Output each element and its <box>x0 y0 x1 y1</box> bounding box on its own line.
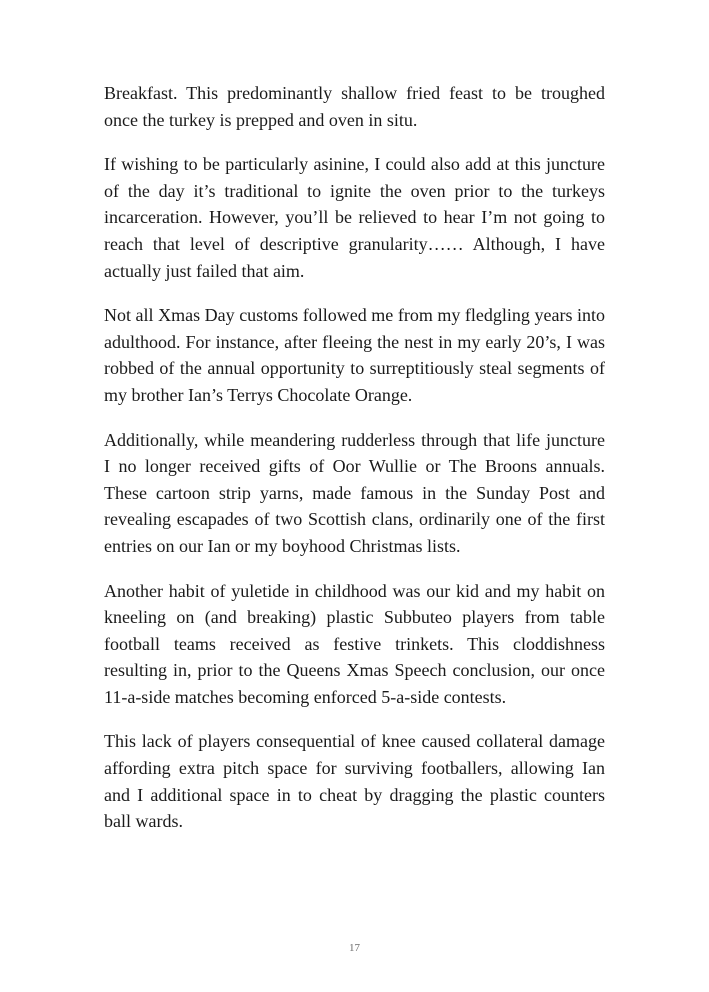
paragraph-subbuteo: Another habit of yuletide in childhood was our kid and my habit on kneeling on (and breaking) plastic Subbuteo players from table football teams received as festive trinkets. This cloddishness resulting in, prior to the Queens Xmas Speech conclusion, our once 11-a-side matches becoming enforced 5-a-side contests. <box>104 580 605 707</box>
paragraph-annuals: Additionally, while meandering rudderless through that life juncture I no longer received gifts of Oor Wullie or The Broons annuals. These cartoon strip yarns, made famous in the Sunday Post and revealing escapades of two Scottish clans, ordinarily one of the first entries on our Ian or my boyhood Christmas lists. <box>104 429 605 556</box>
paragraph-breakfast: Breakfast. This predominantly shallow fried feast to be troughed once the turkey is prepped and oven in situ. <box>104 83 605 130</box>
paragraph-lack-of-players: This lack of players consequential of knee caused collateral damage affording extra pitch space for surviving footballers, allowing Ian and I additional space in to cheat by dragging the plastic counters ball wards. <box>104 731 605 832</box>
paragraph-asinine: If wishing to be particularly asinine, I could also add at this juncture of the day it’s traditional to ignite the oven prior to the turkeys incarceration. However, you’ll be relieved to hear I’m not going to reach that level of descriptive granularity…… Although, I have actually just failed that aim. <box>104 154 605 281</box>
page-number: 17 <box>349 942 360 954</box>
page-body <box>104 80 605 853</box>
paragraph-xmas-customs: Not all Xmas Day customs followed me from my fledgling years into adulthood. For instance, after fleeing the nest in my early 20’s, I was robbed of the annual opportunity to surreptitiously steal segments of my brother Ian’s Terrys Chocolate Orange. <box>104 305 605 405</box>
